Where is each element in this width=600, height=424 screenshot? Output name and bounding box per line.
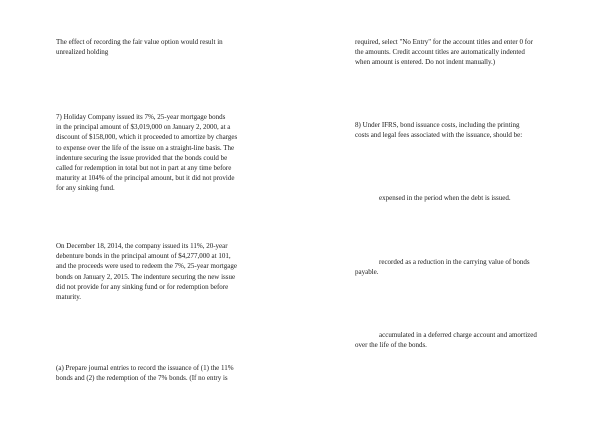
instruction-continuation: required, select "No Entry" for the account titles and enter 0 for the amounts. Credit account titles are automatically indented when amount is entered. Do not indent manually.) (355, 38, 533, 67)
intro-text: The effect of recording the fair value option would result in unrealized holding (56, 38, 223, 57)
question-7-instruction: (a) Prepare journal entries to record the issuance of (1) the 11% bonds and (2) the redemption of the 7% bonds. (If no entry is (56, 364, 234, 383)
answer-option-2-line-2: payable. (355, 268, 379, 276)
answer-option-3-line-2: over the life of the bonds. (355, 341, 427, 349)
answer-option-2-line-1: recorded as a reduction in the carrying value of bonds (379, 258, 530, 266)
answer-option-1: expensed in the period when the debt is issued. (379, 194, 511, 202)
question-7-paragraph-2: On December 18, 2014, the company issued its 11%, 20-year debenture bonds in the principal amount of $4,277,000 at 101, and the proceeds were used to redeem the 7%, 25-year mortgage bonds on January 2, 2015. The indenture securing the new issue did not provide for any sinking fund or for redemption before maturity. (56, 242, 237, 302)
question-7-paragraph-1: 7) Holiday Company issued its 7%, 25-year mortgage bonds in the principal amount of $3,019,000 on January 2, 2000, at a discount of $158,000, which it proceeded to amortize by charges to expense over the life of the issue on a straight-line basis. The indenture securing the issue provided that the bonds could be called for redemption in total but not in part at any time before maturity at 104% of the principal amount, but it did not provide for any sinking fund. (56, 113, 238, 193)
question-8-text: 8) Under IFRS, bond issuance costs, including the printing costs and legal fees associated with the issuance, should be: (355, 121, 523, 140)
answer-option-3-line-1: accumulated in a deferred charge account and amortized (379, 331, 537, 339)
